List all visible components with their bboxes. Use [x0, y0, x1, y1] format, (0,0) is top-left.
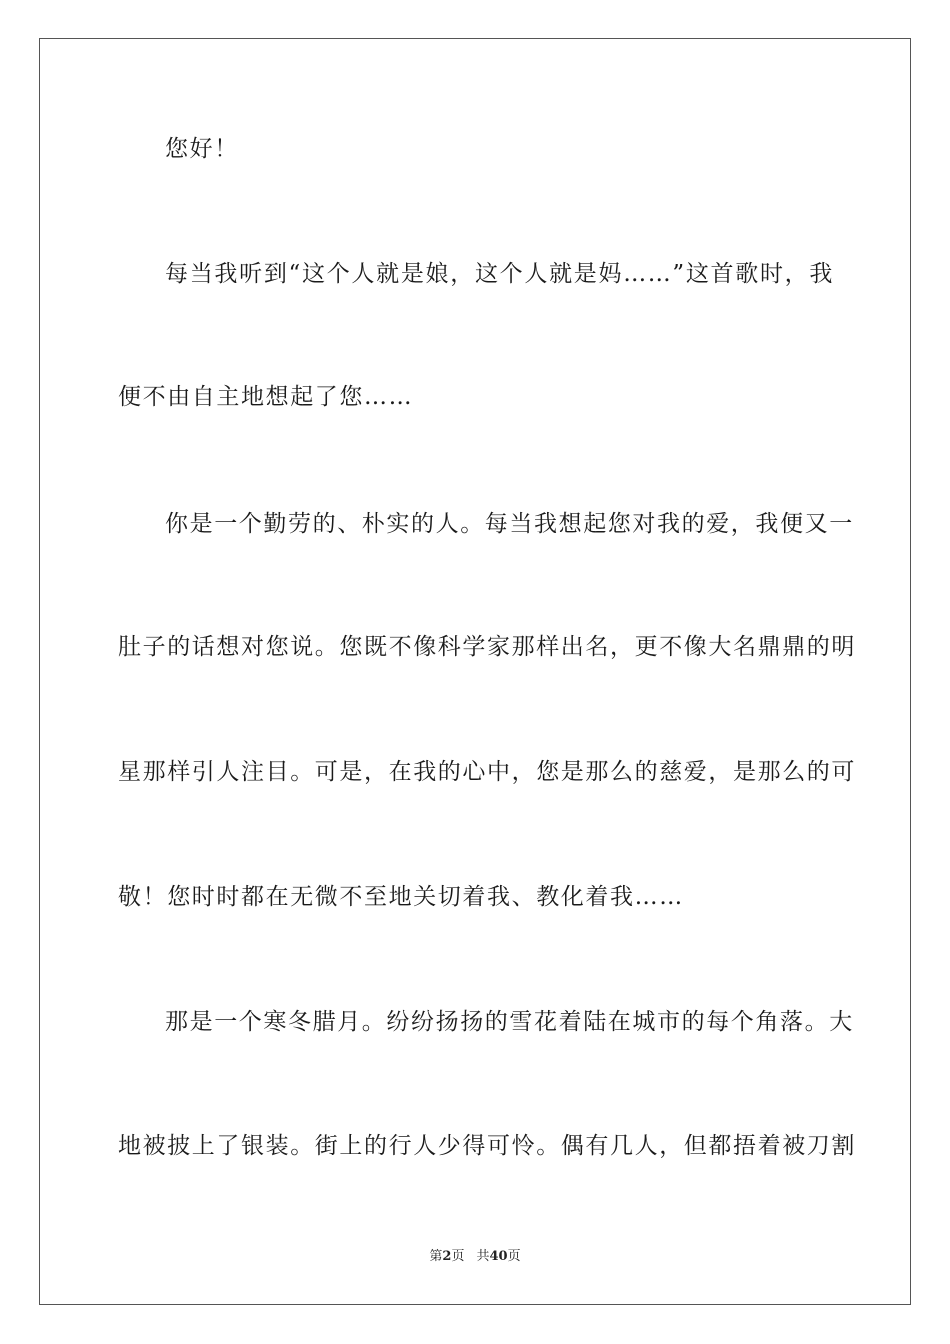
paragraph-2-line-4: 敬！您时时都在无微不至地关切着我、教化着我……: [118, 884, 684, 910]
paragraph-2-line-3: 星那样引人注目。可是，在我的心中，您是那么的慈爱，是那么的可: [118, 759, 856, 785]
paragraph-3-line-1: 那是一个寒冬腊月。纷纷扬扬的雪花着陆在城市的每个角落。大: [165, 1009, 854, 1035]
page-prefix: 第: [429, 1249, 443, 1264]
page-number: 2: [442, 1249, 452, 1264]
page-border: [39, 38, 911, 1305]
greeting-line: 您好！: [165, 136, 239, 162]
page-suffix: 页: [451, 1249, 465, 1264]
paragraph-3-line-2: 地被披上了银装。街上的行人少得可怜。偶有几人，但都捂着被刀割: [118, 1133, 856, 1159]
total-prefix: 共: [476, 1249, 490, 1264]
page-footer: [0, 1248, 950, 1266]
paragraph-1-line-2: 便不由自主地想起了您……: [118, 384, 414, 410]
paragraph-2-line-1: 你是一个勤劳的、朴实的人。每当我想起您对我的爱，我便又一: [165, 511, 854, 537]
total-pages: 40: [489, 1249, 508, 1264]
paragraph-2-line-2: 肚子的话想对您说。您既不像科学家那样出名，更不像大名鼎鼎的明: [118, 634, 856, 660]
paragraph-1-line-1: 每当我听到“这个人就是娘，这个人就是妈……”这首歌时，我: [165, 261, 834, 287]
total-suffix: 页: [507, 1249, 521, 1264]
